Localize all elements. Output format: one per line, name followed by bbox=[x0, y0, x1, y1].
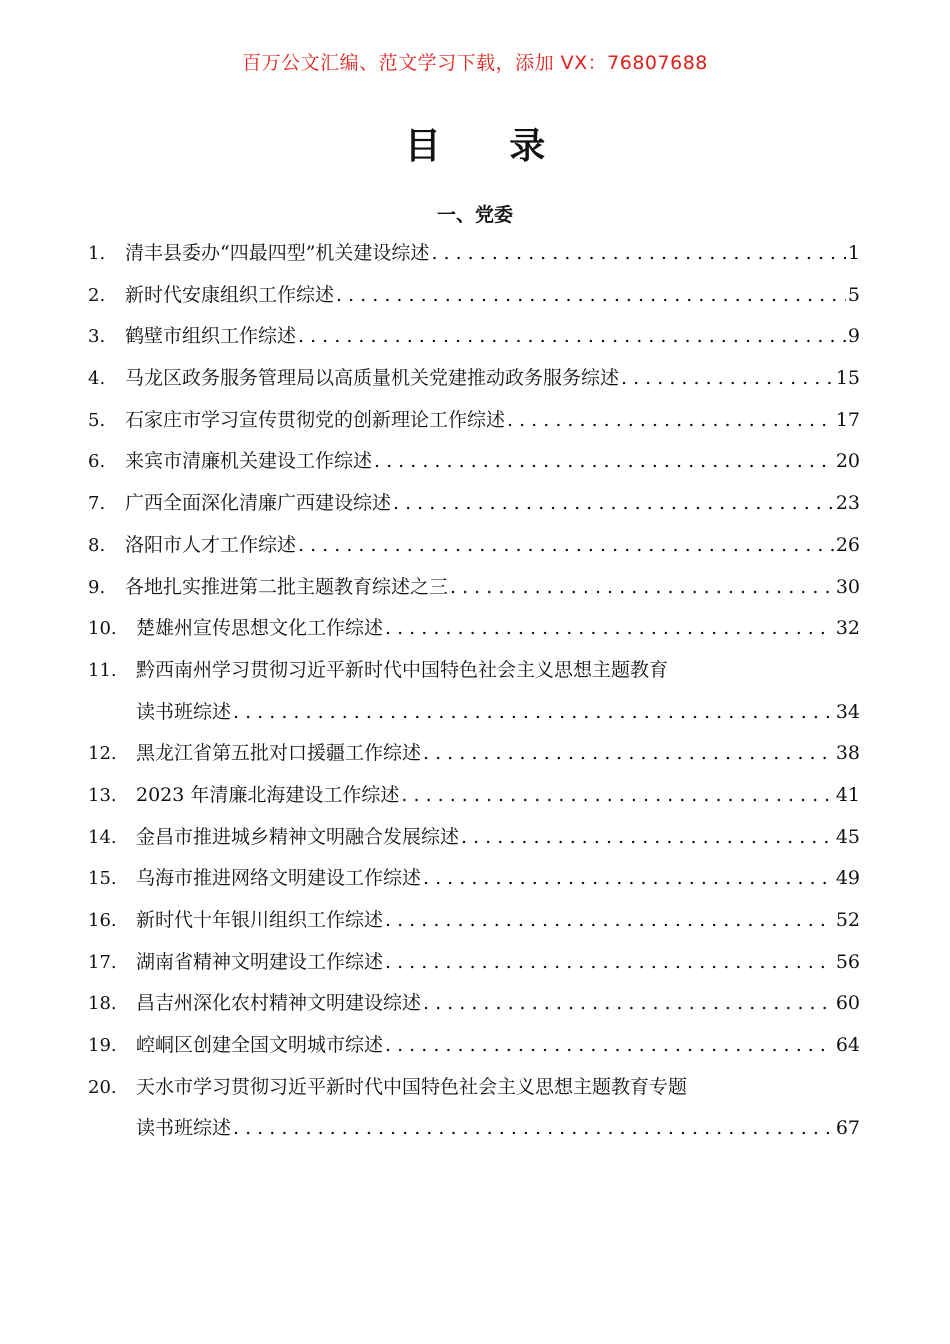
dot-leader bbox=[233, 692, 834, 734]
entry-number: 19. bbox=[88, 1035, 117, 1057]
table-of-contents bbox=[88, 233, 860, 1150]
entry-title: 清丰县委办“四最四型”机关建设综述 bbox=[125, 242, 430, 264]
toc-entry[interactable] bbox=[88, 983, 860, 1025]
dot-leader bbox=[621, 358, 834, 400]
toc-entry[interactable] bbox=[88, 275, 860, 317]
toc-entry[interactable] bbox=[88, 525, 860, 567]
dot-leader bbox=[450, 567, 834, 609]
entry-number: 16. bbox=[88, 910, 117, 931]
entry-page: 45 bbox=[835, 825, 860, 848]
entry-page: 15 bbox=[835, 367, 860, 390]
entry-number: 18. bbox=[88, 993, 117, 1015]
entry-title-continued: 读书班综述 bbox=[136, 1117, 232, 1140]
entry-number: 5. bbox=[88, 409, 106, 431]
entry-page: 60 bbox=[835, 992, 860, 1015]
toc-entry[interactable] bbox=[88, 358, 860, 400]
entry-page: 30 bbox=[835, 575, 860, 598]
dot-leader bbox=[401, 775, 833, 817]
entry-number: 3. bbox=[88, 326, 106, 348]
dot-leader bbox=[423, 983, 834, 1025]
entry-number: 9. bbox=[88, 576, 106, 598]
entry-number: 11. bbox=[88, 659, 117, 681]
entry-page: 1 bbox=[847, 242, 860, 264]
entry-title: 新时代安康组织工作综述 bbox=[125, 283, 335, 306]
toc-entry[interactable] bbox=[88, 233, 860, 275]
dot-leader bbox=[461, 817, 834, 859]
entry-number: 10. bbox=[88, 618, 117, 640]
toc-entry[interactable] bbox=[88, 1067, 860, 1150]
toc-entry[interactable] bbox=[88, 483, 860, 525]
watermark-banner: 百万公文汇编、范文学习下载，添加 VX：76807688 bbox=[242, 52, 708, 74]
toc-entry[interactable] bbox=[88, 817, 860, 859]
entry-page: 5 bbox=[847, 283, 860, 306]
entry-title: 楚雄州宣传思想文化工作综述 bbox=[136, 617, 384, 640]
entry-number: 1. bbox=[88, 243, 106, 264]
entry-title: 黑龙江省第五批对口援疆工作综述 bbox=[136, 742, 422, 765]
entry-number: 4. bbox=[88, 368, 106, 390]
entry-page: 26 bbox=[835, 533, 860, 556]
dot-leader bbox=[385, 900, 834, 942]
entry-page: 52 bbox=[835, 909, 860, 931]
entry-title: 崆峒区创建全国文明城市综述 bbox=[136, 1034, 384, 1057]
toc-entry[interactable] bbox=[88, 858, 860, 900]
entry-number: 8. bbox=[88, 534, 106, 556]
entry-title: 黔西南州学习贯彻习近平新时代中国特色社会主义思想主题教育 bbox=[136, 658, 669, 681]
dot-leader bbox=[385, 942, 834, 984]
entry-title: 石家庄市学习宣传贯彻党的创新理论工作综述 bbox=[125, 408, 506, 431]
entry-page: 67 bbox=[835, 1117, 860, 1140]
entry-page: 56 bbox=[835, 950, 860, 973]
entry-title: 各地扎实推进第二批主题教育综述之三 bbox=[125, 575, 449, 598]
entry-page: 49 bbox=[835, 867, 860, 890]
entry-page: 34 bbox=[835, 700, 860, 723]
toc-entry[interactable] bbox=[88, 775, 860, 817]
entry-page: 9 bbox=[847, 325, 860, 348]
dot-leader bbox=[336, 275, 846, 317]
toc-entry[interactable] bbox=[88, 567, 860, 609]
toc-entry[interactable] bbox=[88, 441, 860, 483]
entry-title: 鹤壁市组织工作综述 bbox=[125, 325, 297, 348]
dot-leader bbox=[374, 441, 834, 483]
entry-page: 64 bbox=[835, 1034, 860, 1057]
toc-entry[interactable] bbox=[88, 942, 860, 984]
entry-title: 湖南省精神文明建设工作综述 bbox=[136, 950, 384, 973]
entry-page: 38 bbox=[835, 742, 860, 765]
toc-entry[interactable] bbox=[88, 1025, 860, 1067]
dot-leader bbox=[233, 1108, 834, 1150]
entry-title: 乌海市推进网络文明建设工作综述 bbox=[136, 867, 422, 890]
dot-leader bbox=[431, 233, 845, 275]
entry-number: 20. bbox=[88, 1076, 117, 1098]
entry-title-continued: 读书班综述 bbox=[136, 700, 232, 723]
dot-leader bbox=[393, 483, 834, 525]
entry-title: 天水市学习贯彻习近平新时代中国特色社会主义思想主题教育专题 bbox=[136, 1075, 688, 1098]
entry-number: 15. bbox=[88, 868, 117, 890]
dot-leader bbox=[298, 525, 834, 567]
page-title: 目 录 bbox=[404, 126, 574, 167]
entry-number: 17. bbox=[88, 951, 117, 973]
dot-leader bbox=[423, 733, 834, 775]
entry-title: 来宾市清廉机关建设工作综述 bbox=[125, 450, 373, 473]
entry-page: 41 bbox=[835, 783, 860, 806]
dot-leader bbox=[507, 400, 834, 442]
entry-number: 14. bbox=[88, 826, 117, 848]
toc-entry[interactable] bbox=[88, 400, 860, 442]
entry-number: 12. bbox=[88, 743, 117, 765]
toc-entry[interactable] bbox=[88, 316, 860, 358]
entry-page: 32 bbox=[835, 617, 860, 640]
entry-title: 新时代十年银川组织工作综述 bbox=[136, 909, 384, 931]
entry-page: 17 bbox=[835, 408, 860, 431]
entry-number: 6. bbox=[88, 451, 106, 473]
toc-entry[interactable] bbox=[88, 650, 860, 733]
entry-number: 13. bbox=[88, 784, 117, 806]
toc-entry[interactable] bbox=[88, 608, 860, 650]
dot-leader bbox=[385, 1025, 834, 1067]
entry-number: 2. bbox=[88, 284, 106, 306]
entry-page: 23 bbox=[835, 492, 860, 515]
entry-title: 2023 年清廉北海建设工作综述 bbox=[136, 783, 400, 806]
dot-leader bbox=[298, 316, 846, 358]
section-heading: 一、党委 bbox=[436, 204, 513, 226]
entry-page: 20 bbox=[835, 450, 860, 473]
entry-title: 金昌市推进城乡精神文明融合发展综述 bbox=[136, 825, 460, 848]
entry-number: 7. bbox=[88, 493, 106, 515]
toc-entry[interactable] bbox=[88, 900, 860, 942]
entry-title: 广西全面深化清廉广西建设综述 bbox=[125, 492, 392, 515]
dot-leader bbox=[385, 608, 834, 650]
entry-title: 洛阳市人才工作综述 bbox=[125, 533, 297, 556]
dot-leader bbox=[423, 858, 834, 900]
entry-title: 昌吉州深化农村精神文明建设综述 bbox=[136, 992, 422, 1015]
entry-title: 马龙区政务服务管理局以高质量机关党建推动政务服务综述 bbox=[125, 367, 620, 390]
toc-entry[interactable] bbox=[88, 733, 860, 775]
